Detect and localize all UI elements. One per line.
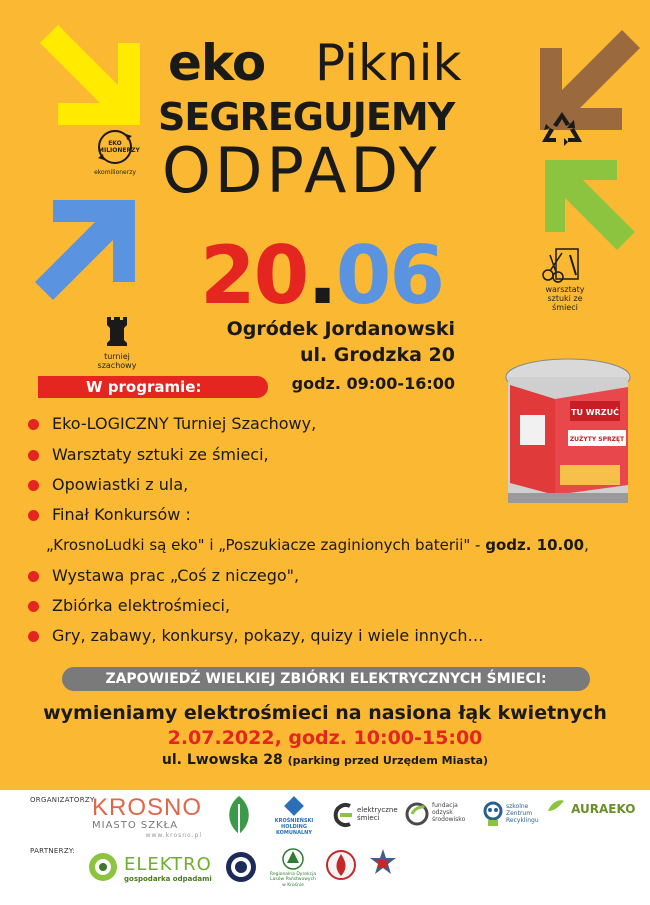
aura-leaf-icon [546,799,566,813]
krosno-url: www.krosno.pl [145,832,202,839]
contests-text: „KrosnoLudki są eko" i „Poszukiacze zaginionych baterii" - [46,536,486,554]
warsztaty-label: warsztaty sztuki ze śmieci [545,285,585,313]
szkolne-logo-icon [482,800,504,828]
leaf-logo-icon [222,794,256,838]
announcement-banner: ZAPOWIEDŹ WIELKIEJ ZBIÓRKI ELEKTRYCZNYCH ŚMIECI: [62,667,590,691]
elektryczne-logo-icon [330,802,356,828]
chess-rook-icon [104,315,130,349]
ekomilionerzy-label: ekomilionerzy [94,169,136,176]
fundacja-name: fundacja odzysk środowisko [432,802,466,823]
program-item-text: Warsztaty sztuki ze śmieci, [52,445,269,464]
electro-waste-container-image [500,355,635,510]
program-item-text: Eko-LOGICZNY Turniej Szachowy, [52,414,317,433]
elektro-name: ELEKTRO [124,854,212,875]
bullet-icon [28,571,39,582]
date-dot: . [307,229,336,322]
fundacja-logo-icon [404,800,430,828]
aura-name: AURAEKO [571,802,636,816]
elektro-subtitle: gospodarka odpadami [124,875,212,883]
program-contests [46,538,589,553]
program-heading: W programie: [38,376,268,398]
bullet-icon [28,510,39,521]
rdlp-name: Regionalna Dyrekcja Lasów Państwowych w Krośnie [269,872,317,888]
krosno-logo [92,796,202,839]
partners-label: PARTNERZY: [30,847,76,855]
date-month: 06 [335,229,444,322]
event-date [200,229,444,322]
container-zuzyty: ZUŻYTY SPRZĘT [569,436,625,443]
elektryczne-name: elektryczne śmieci [357,806,398,823]
bullet-icon [28,419,39,430]
police-badge-icon [225,850,257,884]
police-star-icon [368,848,398,880]
scissors-workshop-icon [540,245,584,285]
blue-arrow-icon [35,200,135,300]
krosno-subtitle: MIASTO SZKŁA [92,820,179,831]
rdlp-logo-icon [282,848,304,870]
location-note: (parking przed Urzędem Miasta) [287,754,489,767]
title-segregujemy: SEGREGUJEMY [158,95,455,139]
container-tu-wrzuc: TU WRZUĆ [571,408,619,417]
yellow-arrow-icon [40,25,150,135]
venue-hours: godz. 09:00-16:00 [291,374,455,393]
program-item-text: Zbiórka elektrośmieci, [52,596,231,615]
bullet-icon [28,601,39,612]
holding-name: KROŚNIEŃSKI HOLDING KOMUNALNY [274,818,314,836]
recycle-icon [540,110,584,150]
announcement-line1: wymieniamy elektrośmieci na nasiona łąk kwietnych [43,702,607,724]
announcement-date: 2.07.2022, godz. 10:00-15:00 [167,727,483,749]
bullet-icon [28,480,39,491]
footer [0,790,650,905]
location-street: ul. Lwowska 28 [161,752,283,768]
venue-street: ul. Grodzka 20 [299,344,455,366]
turniej-label: turniej szachowy [97,352,137,371]
date-day: 20 [200,229,308,322]
holding-logo-icon [284,796,304,816]
eko-milionerzy-badge-text: EKO MILIONERZY [98,140,140,154]
contests-comma: , [584,536,589,554]
aura-logo [546,798,635,817]
title-odpady: ODPADY [162,134,441,207]
szkolne-name: szkolne Zentrum Recyklingu [506,803,539,824]
organizers-label: ORGANIZATORZY: [30,796,97,804]
bullet-icon [28,631,39,642]
program-item-text: Opowiastki z ula, [52,475,189,494]
elektro-logo-icon [86,850,120,884]
krosno-name: KROSNO [92,794,203,821]
program-item-text: Gry, zabawy, konkursy, pokazy, quizy i wiele innych… [52,626,484,645]
bullet-icon [28,450,39,461]
contests-time: godz. 10.00 [485,536,585,554]
fire-brigade-icon [326,848,356,882]
announcement-location [0,752,650,768]
venue-place: Ogródek Jordanowski [226,318,455,340]
title-eko: eko [168,34,266,92]
title-piknik: Piknik [315,34,462,92]
program-item-text: Finał Konkursów : [52,505,191,524]
green-arrow-icon [545,160,635,250]
program-item-text: Wystawa prac „Coś z niczego", [52,566,300,585]
